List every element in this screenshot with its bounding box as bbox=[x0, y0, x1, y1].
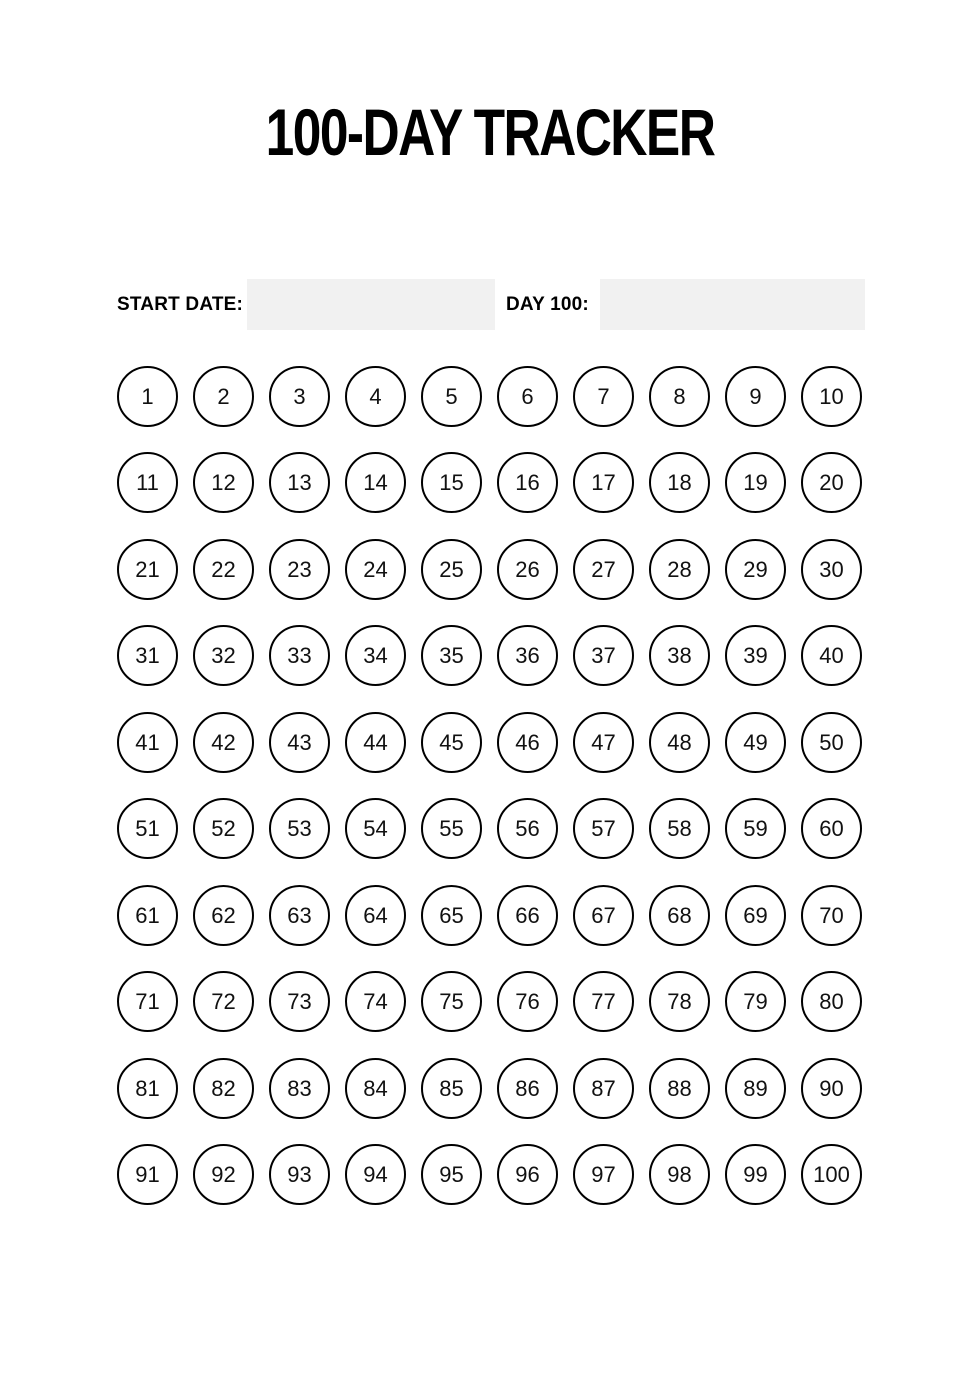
day-circle[interactable]: 71 bbox=[117, 971, 178, 1032]
day-circle[interactable]: 12 bbox=[193, 452, 254, 513]
day-circle[interactable]: 62 bbox=[193, 885, 254, 946]
day-circle[interactable]: 58 bbox=[649, 798, 710, 859]
day-circle[interactable]: 57 bbox=[573, 798, 634, 859]
day-circle[interactable]: 20 bbox=[801, 452, 862, 513]
day-circle[interactable]: 28 bbox=[649, 539, 710, 600]
day-circle[interactable]: 77 bbox=[573, 971, 634, 1032]
day-circle[interactable]: 55 bbox=[421, 798, 482, 859]
day-circle[interactable]: 11 bbox=[117, 452, 178, 513]
day-circle[interactable]: 65 bbox=[421, 885, 482, 946]
day-circle[interactable]: 8 bbox=[649, 366, 710, 427]
day-circle[interactable]: 87 bbox=[573, 1058, 634, 1119]
day-circle[interactable]: 23 bbox=[269, 539, 330, 600]
day-circle[interactable]: 69 bbox=[725, 885, 786, 946]
day-circle[interactable]: 50 bbox=[801, 712, 862, 773]
day-circle[interactable]: 72 bbox=[193, 971, 254, 1032]
day-circle[interactable]: 9 bbox=[725, 366, 786, 427]
day-circle[interactable]: 40 bbox=[801, 625, 862, 686]
day-circle[interactable]: 70 bbox=[801, 885, 862, 946]
day-circle[interactable]: 44 bbox=[345, 712, 406, 773]
day-circle[interactable]: 79 bbox=[725, 971, 786, 1032]
day-circle[interactable]: 59 bbox=[725, 798, 786, 859]
day-circle[interactable]: 16 bbox=[497, 452, 558, 513]
day-circle[interactable]: 84 bbox=[345, 1058, 406, 1119]
day-circle[interactable]: 24 bbox=[345, 539, 406, 600]
day-circle[interactable]: 13 bbox=[269, 452, 330, 513]
day-circle[interactable]: 60 bbox=[801, 798, 862, 859]
day-circle[interactable]: 18 bbox=[649, 452, 710, 513]
day-circle[interactable]: 98 bbox=[649, 1144, 710, 1205]
day-circle[interactable]: 96 bbox=[497, 1144, 558, 1205]
page-title: 100-DAY TRACKER bbox=[265, 95, 715, 169]
start-date-field[interactable] bbox=[247, 279, 495, 330]
date-row bbox=[0, 279, 980, 330]
day-circle[interactable]: 61 bbox=[117, 885, 178, 946]
day-circle[interactable]: 4 bbox=[345, 366, 406, 427]
day-circle[interactable]: 54 bbox=[345, 798, 406, 859]
day-circle[interactable]: 21 bbox=[117, 539, 178, 600]
day-circle[interactable]: 41 bbox=[117, 712, 178, 773]
day-circle[interactable]: 73 bbox=[269, 971, 330, 1032]
day-circle[interactable]: 15 bbox=[421, 452, 482, 513]
day-100-field[interactable] bbox=[600, 279, 865, 330]
day-circle[interactable]: 78 bbox=[649, 971, 710, 1032]
day-circle[interactable]: 93 bbox=[269, 1144, 330, 1205]
day-circle[interactable]: 46 bbox=[497, 712, 558, 773]
day-circle[interactable]: 94 bbox=[345, 1144, 406, 1205]
day-circle[interactable]: 89 bbox=[725, 1058, 786, 1119]
day-circle[interactable]: 10 bbox=[801, 366, 862, 427]
day-circle[interactable]: 51 bbox=[117, 798, 178, 859]
day-circle[interactable]: 100 bbox=[801, 1144, 862, 1205]
day-circle[interactable]: 85 bbox=[421, 1058, 482, 1119]
day-circle[interactable]: 80 bbox=[801, 971, 862, 1032]
day-circle[interactable]: 34 bbox=[345, 625, 406, 686]
day-circle[interactable]: 43 bbox=[269, 712, 330, 773]
day-circle[interactable]: 64 bbox=[345, 885, 406, 946]
day-circle[interactable]: 92 bbox=[193, 1144, 254, 1205]
day-circle[interactable]: 39 bbox=[725, 625, 786, 686]
day-circle[interactable]: 14 bbox=[345, 452, 406, 513]
day-circle[interactable]: 97 bbox=[573, 1144, 634, 1205]
day-circle[interactable]: 82 bbox=[193, 1058, 254, 1119]
day-circle[interactable]: 19 bbox=[725, 452, 786, 513]
day-circle[interactable]: 83 bbox=[269, 1058, 330, 1119]
day-100-label: DAY 100: bbox=[506, 294, 589, 315]
day-circle[interactable]: 88 bbox=[649, 1058, 710, 1119]
day-circle[interactable]: 81 bbox=[117, 1058, 178, 1119]
day-circle[interactable]: 42 bbox=[193, 712, 254, 773]
start-date-label: START DATE: bbox=[117, 294, 244, 315]
day-circle[interactable]: 36 bbox=[497, 625, 558, 686]
day-circle[interactable]: 38 bbox=[649, 625, 710, 686]
day-circle[interactable]: 27 bbox=[573, 539, 634, 600]
day-circle[interactable]: 1 bbox=[117, 366, 178, 427]
day-circle[interactable]: 86 bbox=[497, 1058, 558, 1119]
day-circle[interactable]: 29 bbox=[725, 539, 786, 600]
day-circle[interactable]: 53 bbox=[269, 798, 330, 859]
day-circle[interactable]: 99 bbox=[725, 1144, 786, 1205]
day-circle[interactable]: 22 bbox=[193, 539, 254, 600]
day-circle[interactable]: 95 bbox=[421, 1144, 482, 1205]
day-circle[interactable]: 37 bbox=[573, 625, 634, 686]
day-circle[interactable]: 45 bbox=[421, 712, 482, 773]
day-circle[interactable]: 49 bbox=[725, 712, 786, 773]
day-circle[interactable]: 48 bbox=[649, 712, 710, 773]
day-circle[interactable]: 66 bbox=[497, 885, 558, 946]
day-circle[interactable]: 74 bbox=[345, 971, 406, 1032]
day-circle[interactable]: 33 bbox=[269, 625, 330, 686]
day-circle[interactable]: 67 bbox=[573, 885, 634, 946]
day-circle[interactable]: 26 bbox=[497, 539, 558, 600]
day-circle[interactable]: 2 bbox=[193, 366, 254, 427]
day-circle[interactable]: 91 bbox=[117, 1144, 178, 1205]
day-circle[interactable]: 17 bbox=[573, 452, 634, 513]
day-circle[interactable]: 63 bbox=[269, 885, 330, 946]
day-circle[interactable]: 56 bbox=[497, 798, 558, 859]
day-circle[interactable]: 35 bbox=[421, 625, 482, 686]
day-circle[interactable]: 75 bbox=[421, 971, 482, 1032]
day-circle[interactable]: 7 bbox=[573, 366, 634, 427]
day-circle[interactable]: 25 bbox=[421, 539, 482, 600]
day-circle[interactable]: 30 bbox=[801, 539, 862, 600]
day-circle[interactable]: 5 bbox=[421, 366, 482, 427]
day-circle[interactable]: 3 bbox=[269, 366, 330, 427]
day-circle[interactable]: 76 bbox=[497, 971, 558, 1032]
day-circle[interactable]: 31 bbox=[117, 625, 178, 686]
day-circle[interactable]: 6 bbox=[497, 366, 558, 427]
day-circle[interactable]: 32 bbox=[193, 625, 254, 686]
day-circle[interactable]: 47 bbox=[573, 712, 634, 773]
day-circle[interactable]: 68 bbox=[649, 885, 710, 946]
day-circle[interactable]: 52 bbox=[193, 798, 254, 859]
day-circle[interactable]: 90 bbox=[801, 1058, 862, 1119]
